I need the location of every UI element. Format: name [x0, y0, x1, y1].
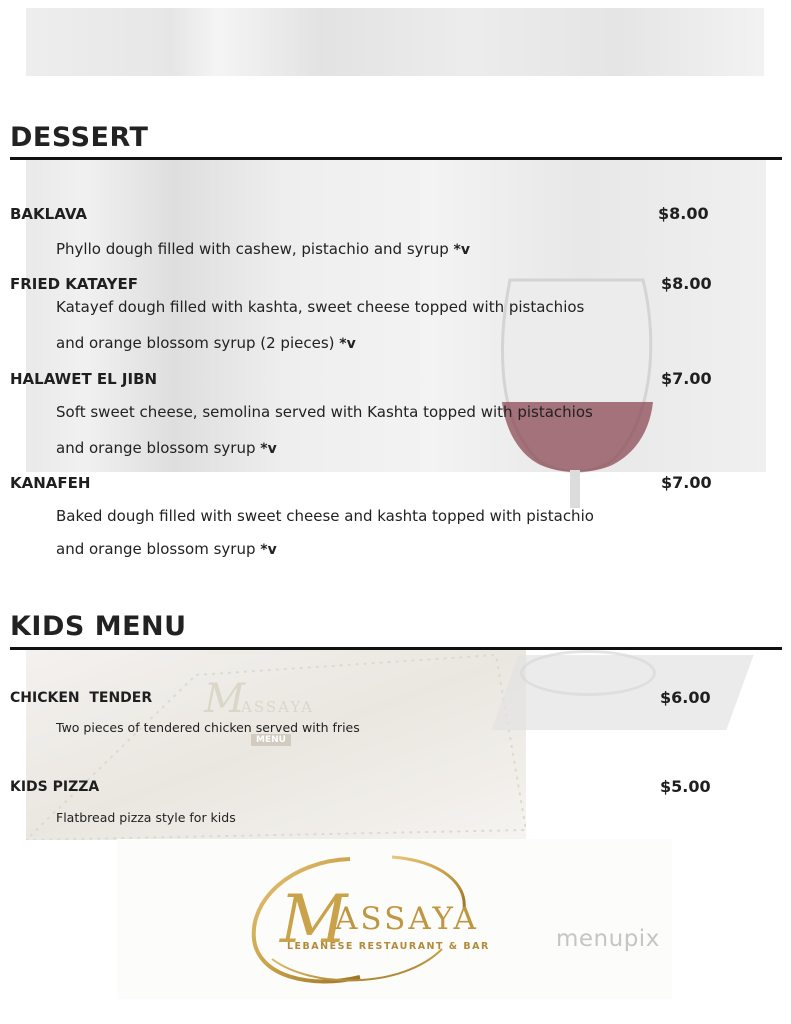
- item-description: Flatbread pizza style for kids: [56, 810, 236, 825]
- item-description: Phyllo dough filled with cashew, pistachio and syrup *v: [56, 240, 470, 258]
- background-glass: [520, 650, 656, 696]
- item-name: BAKLAVA: [10, 205, 88, 223]
- vegetarian-tag: *v: [260, 542, 277, 558]
- background-menu-name: ASSAYA: [241, 698, 314, 716]
- logo-tagline: LEBANESE RESTAURANT & BAR: [287, 941, 490, 952]
- item-name: KIDS PIZZA: [10, 779, 100, 795]
- logo-name: ASSAYA: [335, 901, 479, 937]
- item-name: KANAFEH: [10, 474, 91, 492]
- logo-initial: M: [280, 881, 348, 958]
- vegetarian-tag: *v: [260, 441, 277, 457]
- item-description: Baked dough filled with sweet cheese and kashta topped with pistachio: [56, 507, 594, 525]
- kids-menu-title: KIDS MENU: [10, 611, 187, 642]
- item-description: Soft sweet cheese, semolina served with Kashta topped with pistachios: [56, 403, 593, 421]
- dessert-divider: [10, 157, 782, 160]
- background-menu-label: MENU: [251, 734, 291, 746]
- dessert-title: DESSERT: [10, 122, 149, 153]
- item-name: CHICKEN TENDER: [10, 690, 153, 706]
- item-price: $5.00: [660, 777, 711, 796]
- item-price: $7.00: [661, 369, 712, 388]
- item-price: $7.00: [661, 473, 712, 492]
- menupix-watermark: menupix: [556, 926, 660, 952]
- vegetarian-tag: *v: [453, 242, 470, 258]
- item-price: $8.00: [661, 274, 712, 293]
- item-price: $8.00: [658, 204, 709, 223]
- background-photo-top: [26, 8, 764, 76]
- item-description: and orange blossom syrup *v: [56, 439, 277, 457]
- vegetarian-tag: *v: [339, 336, 356, 352]
- item-name: HALAWET EL JIBN: [10, 370, 158, 388]
- item-description: and orange blossom syrup *v: [56, 540, 277, 558]
- background-menu-initial: M: [204, 676, 245, 722]
- item-name: FRIED KATAYEF: [10, 275, 138, 293]
- item-description: Two pieces of tendered chicken served with fries: [56, 720, 360, 735]
- item-description: and orange blossom syrup (2 pieces) *v: [56, 334, 356, 352]
- item-description: Katayef dough filled with kashta, sweet cheese topped with pistachios: [56, 298, 585, 316]
- kids-menu-divider: [10, 647, 782, 650]
- item-price: $6.00: [660, 688, 711, 707]
- restaurant-logo: [117, 839, 672, 999]
